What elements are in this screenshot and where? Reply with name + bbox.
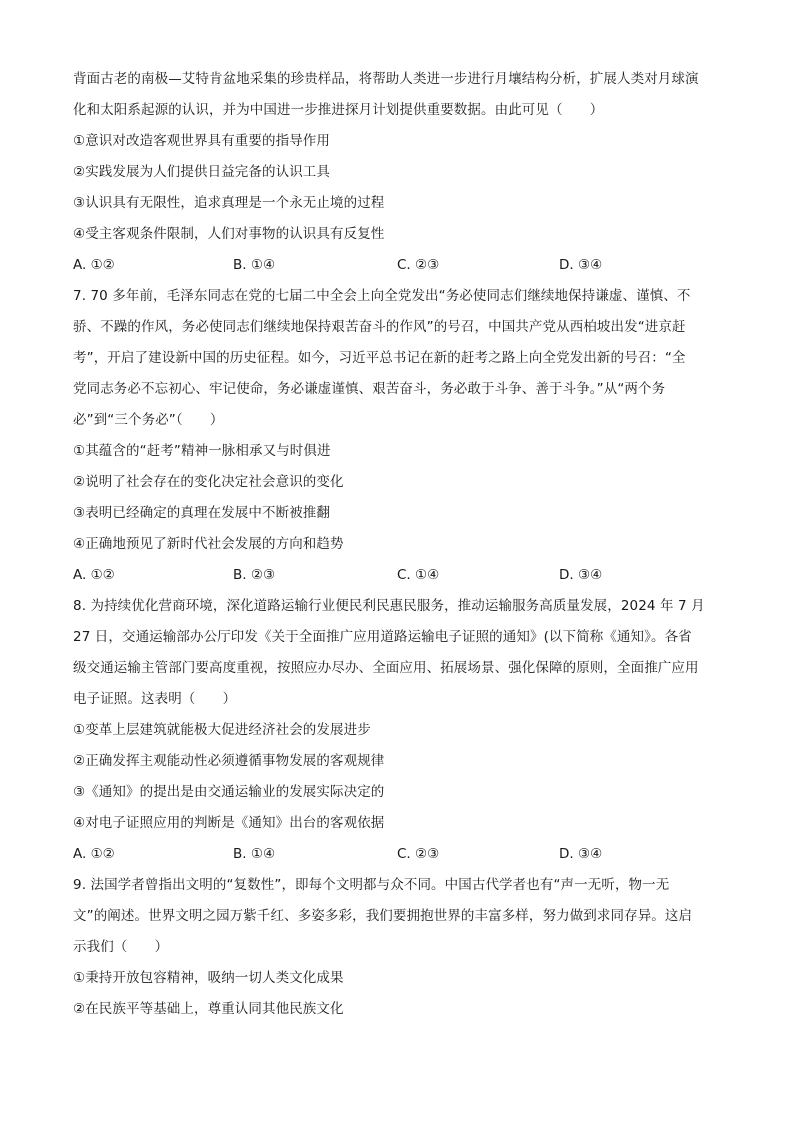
statement-option: ①变革上层建筑就能极大促进经济社会的发展进步 [73, 722, 371, 738]
statement-option: ③表明已经确定的真理在发展中不断被推翻 [73, 505, 331, 521]
question-6 [73, 64, 721, 281]
choice-d: D. ③④ [559, 846, 603, 862]
statement-option: ②在民族平等基础上，尊重认同其他民族文化 [73, 1001, 344, 1017]
question-stem-line: 7. 70 多年前，毛泽东同志在党的七届二中全会上向全党发出“务必使同志们继续地保持谦虚、谨慎、不 [73, 288, 691, 304]
question-stem-line: 级交通运输主管部门要高度重视，按照应办尽办、全面应用、拓展场景、强化保障的原则，全面推广应用 [73, 660, 699, 676]
choice-a: A. ①② [73, 567, 115, 583]
choice-b: B. ①④ [233, 846, 276, 862]
statement-option: ④对电子证照应用的判断是《通知》出台的客观依据 [73, 815, 385, 831]
answer-choices [73, 839, 721, 870]
answer-choices [73, 250, 721, 281]
question-stem-line: 9. 法国学者曾指出文明的“复数性”，即每个文明都与众不同。中国古代学者也有“声一无听，物一无 [73, 877, 670, 893]
question-7 [73, 281, 721, 591]
question-stem-line: 必”到“三个务必”（ ） [73, 412, 224, 428]
question-stem-line: 文”的阐述。世界文明之园万紫千红、多姿多彩，我们要拥抱世界的丰富多样，努力做到求同存异。这启 [73, 908, 693, 924]
question-stem-line: 电子证照。这表明（ ） [73, 691, 237, 707]
question-stem-line: 化和太阳系起源的认识，并为中国进一步推进探月计划提供重要数据。由此可见（ ） [73, 102, 604, 118]
choice-c: C. ①④ [397, 567, 440, 583]
choice-d: D. ③④ [559, 257, 603, 273]
question-9 [73, 870, 721, 1025]
statement-option: ④受主客观条件限制，人们对事物的认识具有反复性 [73, 226, 385, 242]
statement-option: ②正确发挥主观能动性必须遵循事物发展的客观规律 [73, 753, 385, 769]
statement-option: ①秉持开放包容精神，吸纳一切人类文化成果 [73, 970, 344, 986]
question-8 [73, 591, 721, 870]
statement-option: ④正确地预见了新时代社会发展的方向和趋势 [73, 536, 344, 552]
statement-option: ②实践发展为人们提供日益完备的认识工具 [73, 164, 331, 180]
choice-b: B. ①④ [233, 257, 276, 273]
statement-option: ②说明了社会存在的变化决定社会意识的变化 [73, 474, 344, 490]
choice-c: C. ②③ [397, 257, 440, 273]
choice-c: C. ②③ [397, 846, 440, 862]
question-stem-line: 示我们（ ） [73, 939, 169, 955]
choice-a: A. ①② [73, 257, 115, 273]
choice-b: B. ②③ [233, 567, 276, 583]
statement-option: ①其蕴含的“赶考”精神一脉相承又与时俱进 [73, 443, 331, 459]
statement-option: ③《通知》的提出是由交通运输业的发展实际决定的 [73, 784, 385, 800]
statement-option: ③认识具有无限性，追求真理是一个永无止境的过程 [73, 195, 385, 211]
document-page [73, 64, 721, 1025]
question-stem-line: 背面古老的南极—艾特肯盆地采集的珍贵样品，将帮助人类进一步进行月壤结构分析，扩展人类对月球演 [73, 71, 699, 87]
question-stem-line: 27 日，交通运输部办公厅印发《关于全面推广应用道路运输电子证照的通知》(以下简称《通知》。各省 [73, 629, 692, 645]
question-stem-line: 8. 为持续优化营商环境，深化道路运输行业便民利民惠民服务，推动运输服务高质量发展，2024 年 7 月 [73, 598, 705, 614]
answer-choices [73, 560, 721, 591]
statement-option: ①意识对改造客观世界具有重要的指导作用 [73, 133, 331, 149]
question-stem-line: 考”，开启了建设新中国的历史征程。如今，习近平总书记在新的赶考之路上向全党发出新的号召：“全 [73, 350, 686, 366]
question-stem-line: 骄、不躁的作风，务必使同志们继续地保持艰苦奋斗的作风”的号召，中国共产党从西柏坡出发“进京赶 [73, 319, 686, 335]
question-stem-line: 党同志务必不忘初心、牢记使命，务必谦虚谨慎、艰苦奋斗，务必敢于斗争、善于斗争。”从“两个务 [73, 381, 666, 397]
choice-a: A. ①② [73, 846, 115, 862]
choice-d: D. ③④ [559, 567, 603, 583]
